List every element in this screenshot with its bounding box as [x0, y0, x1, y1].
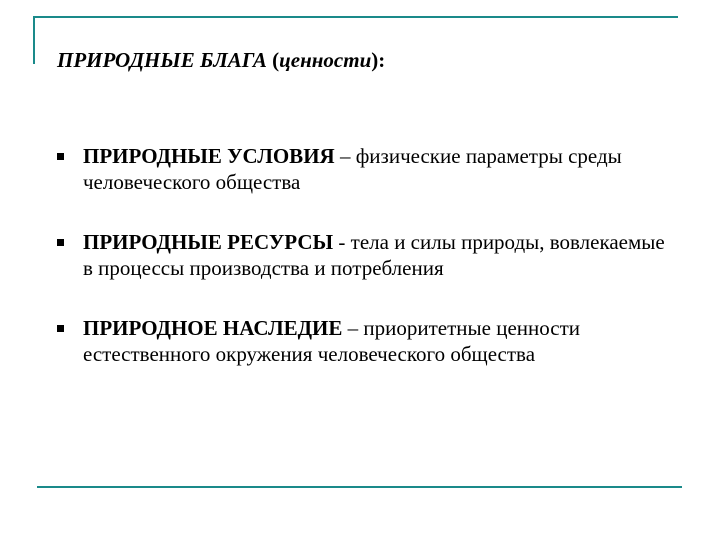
bullet-text: - тела и силы природы, вовлекаемые в процессы производства и потребления — [83, 230, 665, 280]
slide-title-paren-close: ): — [371, 48, 386, 72]
slide-title-sub: ценности — [279, 48, 372, 72]
slide-title-paren-open: ( — [266, 48, 280, 72]
bullet-term: ПРИРОДНОЕ НАСЛЕДИЕ — [83, 316, 343, 340]
square-bullet-icon — [57, 153, 64, 160]
slide-title-main: ПРИРОДНЫЕ БЛАГА — [57, 48, 267, 72]
bullet-list — [57, 143, 677, 401]
bullet-item-heritage — [57, 315, 677, 367]
top-decorative-line — [33, 16, 678, 18]
slide-title — [57, 46, 385, 74]
bullet-term: ПРИРОДНЫЕ РЕСУРСЫ — [83, 230, 334, 254]
square-bullet-icon — [57, 325, 64, 332]
square-bullet-icon — [57, 239, 64, 246]
bullet-text: – приоритетные ценности естественного окружения человеческого общества — [83, 316, 581, 366]
bottom-decorative-line — [37, 486, 682, 488]
bullet-text: – физические параметры среды человеческого общества — [83, 144, 622, 194]
left-decorative-line — [33, 16, 35, 64]
bullet-item-resources — [57, 229, 677, 281]
bullet-term: ПРИРОДНЫЕ УСЛОВИЯ — [83, 144, 335, 168]
bullet-item-conditions — [57, 143, 677, 195]
